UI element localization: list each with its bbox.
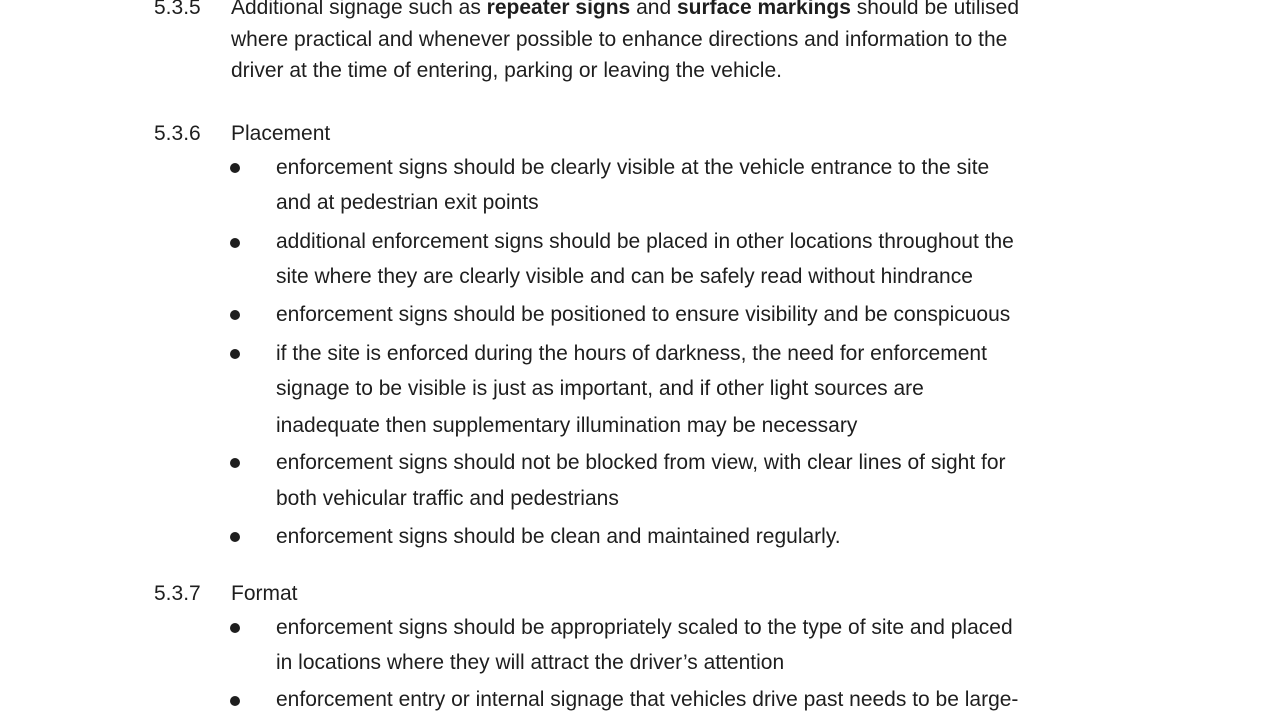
- section-number: 5.3.5: [154, 0, 201, 19]
- section-number: 5.3.6: [154, 122, 201, 145]
- bullet-line: enforcement signs should be clean and maintained regularly.: [276, 525, 841, 548]
- bullet-icon: [230, 163, 240, 173]
- section-heading: Placement: [231, 122, 331, 145]
- bullet-line: enforcement signs should be appropriately scaled to the type of site and placed: [276, 616, 1013, 639]
- text-run: and: [630, 0, 677, 19]
- bullet-line: both vehicular traffic and pedestrians: [276, 487, 619, 510]
- section-number: 5.3.7: [154, 582, 201, 605]
- bullet-line: signage to be visible is just as important, and if other light sources are: [276, 377, 924, 400]
- bullet-line: and at pedestrian exit points: [276, 191, 539, 214]
- bullet-line: additional enforcement signs should be placed in other locations throughout the: [276, 230, 1014, 253]
- bullet-icon: [230, 310, 240, 320]
- text-run: Additional signage such as: [231, 0, 487, 19]
- paragraph-line: where practical and whenever possible to enhance directions and information to the: [231, 28, 1008, 51]
- bullet-line: enforcement entry or internal signage that vehicles drive past needs to be large-: [276, 688, 1019, 711]
- bullet-line: if the site is enforced during the hours of darkness, the need for enforcement: [276, 342, 987, 365]
- bullet-icon: [230, 349, 240, 359]
- paragraph-line: driver at the time of entering, parking or leaving the vehicle.: [231, 59, 782, 82]
- bullet-line: inadequate then supplementary illumination may be necessary: [276, 414, 858, 437]
- bullet-icon: [230, 623, 240, 633]
- paragraph-line: [231, 0, 1019, 20]
- bullet-icon: [230, 458, 240, 468]
- bullet-line: enforcement signs should not be blocked from view, with clear lines of sight for: [276, 451, 1006, 474]
- bold-term: surface markings: [676, 0, 851, 19]
- section-heading: Format: [231, 582, 298, 605]
- bullet-line: enforcement signs should be positioned to ensure visibility and be conspicuous: [276, 303, 1011, 326]
- text-run: should be utilised: [850, 0, 1020, 19]
- bold-term: repeater signs: [486, 0, 631, 19]
- bullet-icon: [230, 532, 240, 542]
- bullet-icon: [230, 696, 240, 706]
- bullet-line: in locations where they will attract the driver’s attention: [276, 651, 785, 674]
- bullet-line: site where they are clearly visible and can be safely read without hindrance: [276, 265, 973, 288]
- bullet-icon: [230, 238, 240, 248]
- bullet-line: enforcement signs should be clearly visible at the vehicle entrance to the site: [276, 156, 990, 179]
